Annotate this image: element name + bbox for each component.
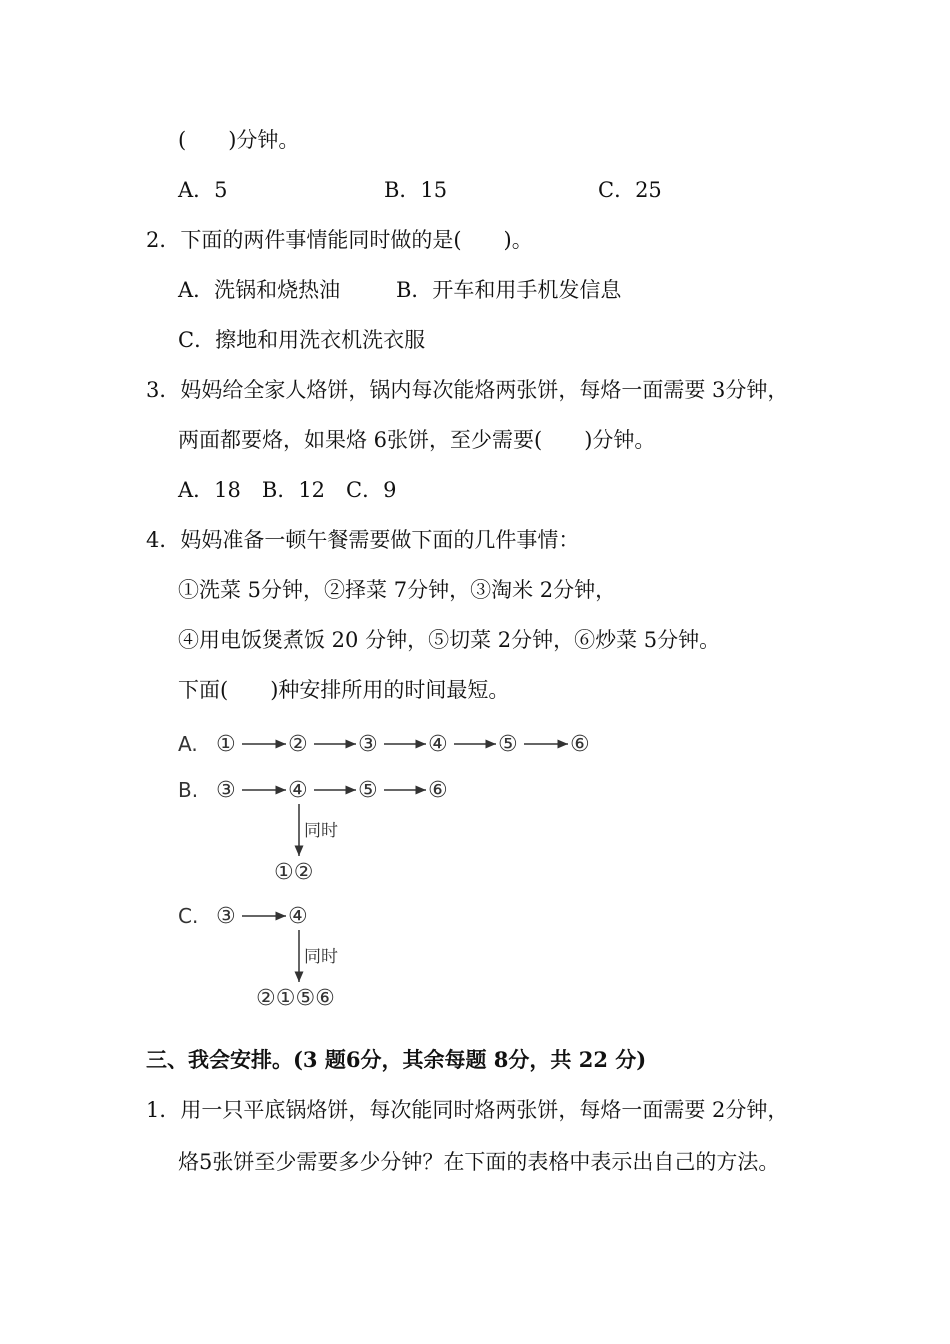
diagram-b-label: B. <box>178 778 199 802</box>
diagram-a-row <box>216 732 590 757</box>
diagram-c-branch-nodes: ②①⑤⑥ <box>256 986 335 1011</box>
diagram-b-branch-nodes: ①② <box>274 860 314 885</box>
q4-stem: 4．妈妈准备一顿午餐需要做下面的几件事情： <box>146 528 580 552</box>
q3-stem-line1: 3．妈妈给全家人烙饼，锅内每次能烙两张饼，每烙一面需要 3分钟， <box>146 378 789 402</box>
diagram-c-label: C. <box>178 904 199 928</box>
q4-line1: ①洗菜 5分钟，②择菜 7分钟，③淘米 2分钟， <box>178 578 617 602</box>
section3-heading: 三、我会安排。(3 题6分，其余每题 8分，共 22 分) <box>146 1047 647 1072</box>
q1-option-a: A．5 <box>178 178 228 202</box>
q3-options: A．18 B．12 C．9 <box>178 478 397 502</box>
q1-tail-text: ( )分钟。 <box>178 128 300 152</box>
diagram-a-node-3: ③ <box>358 732 378 757</box>
diagram-a-node-5: ⑤ <box>498 732 518 757</box>
arrangement-diagram <box>170 720 630 1020</box>
section3-q1-line2: 烙5张饼至少需要多少分钟？在下面的表格中表示出自己的方法。 <box>178 1150 780 1174</box>
section3-q1-line1: 1．用一只平底锅烙饼，每次能同时烙两张饼，每烙一面需要 2分钟， <box>146 1098 789 1122</box>
q2-stem: 2．下面的两件事情能同时做的是( )。 <box>146 228 533 252</box>
diagram-b-node-3: ⑤ <box>358 778 378 803</box>
q1-option-b: B．15 <box>384 178 448 202</box>
diagram-b-row <box>216 778 448 885</box>
diagram-a-node-2: ② <box>288 732 308 757</box>
diagram-a-node-1: ① <box>216 732 236 757</box>
diagram-c-node-1: ③ <box>216 904 236 929</box>
q2-option-b: B．开车和用手机发信息 <box>396 278 622 302</box>
q3-stem-line2: 两面都要烙，如果烙 6张饼，至少需要( )分钟。 <box>178 428 656 452</box>
diagram-b-node-1: ③ <box>216 778 236 803</box>
q1-option-c: C．25 <box>598 178 662 202</box>
q4-line2: ④用电饭煲煮饭 20 分钟，⑤切菜 2分钟，⑥炒菜 5分钟。 <box>178 628 721 652</box>
diagram-c-row <box>216 904 338 1011</box>
diagram-b-branch-label: 同时 <box>304 821 338 841</box>
q2-option-a: A．洗锅和烧热油 <box>178 278 341 302</box>
diagram-c-branch-label: 同时 <box>304 947 338 967</box>
q4-line3: 下面( )种安排所用的时间最短。 <box>178 678 510 702</box>
diagram-c-node-2: ④ <box>288 904 308 929</box>
diagram-a-node-4: ④ <box>428 732 448 757</box>
q2-option-c: C．擦地和用洗衣机洗衣服 <box>178 328 426 352</box>
diagram-a-node-6: ⑥ <box>570 732 590 757</box>
diagram-b-node-4: ⑥ <box>428 778 448 803</box>
diagram-a-label: A. <box>178 732 198 756</box>
diagram-b-node-2: ④ <box>288 778 308 803</box>
